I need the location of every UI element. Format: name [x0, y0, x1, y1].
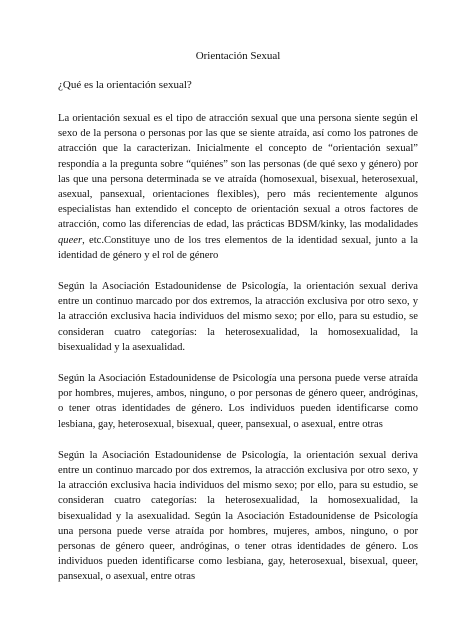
document-page [58, 50, 418, 601]
paragraph-definition-text-1: La orientación sexual es el tipo de atracción sexual que una persona siente según el sexo de la persona o personas por las que se siente atraída, así como los patrones de atracción que la caracterizan. Inicialmente el concepto de “orientación sexual” respondía a la pregunta sobre “quiénes” son las personas (de qué sexo y género) por las que una persona determinada se ve atraída (homosexual, bisexual, heterosexual, asexual, pansexual, orientaciones flexibles), pero más recientemente algunos especialistas han extendido el concepto de orientación sexual a otros factores de atracción, como las diferencias de edad, las prácticas BDSM/kinky, las modalidades [58, 113, 418, 231]
paragraph-definition [58, 111, 418, 263]
paragraph-apa-combined: Según la Asociación Estadounidense de Psicología, la orientación sexual deriva entre un continuo marcado por dos extremos, la atracción exclusiva por otro sexo, y la atracción exclusiva hacia individuos del mismo sexo; por ello, para su estudio, se consideran cuatro categorías: la heterosexualidad, la homosexualidad, la bisexualidad y la asexualidad. Según la Asociación Estadounidense de Psicología una persona puede verse atraída por hombres, mujeres, ambos, ninguno, o por personas de género queer, andróginas, o tener otras identidades de género. Los individuos pueden identificarse como lesbiana, gay, heterosexual, bisexual, queer, pansexual, o asexual, entre otras [58, 449, 418, 583]
paragraph-definition-text-2: , etc.Constituye uno de los tres elementos de la identidad sexual, junto a la identidad de género y el rol de género [58, 234, 418, 261]
paragraph-definition-italic: queer [58, 234, 83, 246]
section-question: ¿Qué es la orientación sexual? [58, 79, 192, 91]
paragraph-apa-attraction: Según la Asociación Estadounidense de Psicología una persona puede verse atraída por hombres, mujeres, ambos, ninguno, o por personas de género queer, andróginas, o tener otras identidades de género. Los individuos pueden identificarse como lesbiana, gay, heterosexual, bisexual, queer, pansexual, o asexual, entre otras [58, 373, 418, 430]
paragraph-apa-continuum: Según la Asociación Estadounidense de Psicología, la orientación sexual deriva entre un continuo marcado por dos extremos, la atracción exclusiva por otro sexo, y la atracción exclusiva hacia individuos del mismo sexo; por ello, para su estudio, se consideran cuatro categorías: la heterosexualidad, la homosexualidad, la bisexualidad y la asexualidad. [58, 281, 418, 353]
document-title: Orientación Sexual [195, 50, 281, 62]
